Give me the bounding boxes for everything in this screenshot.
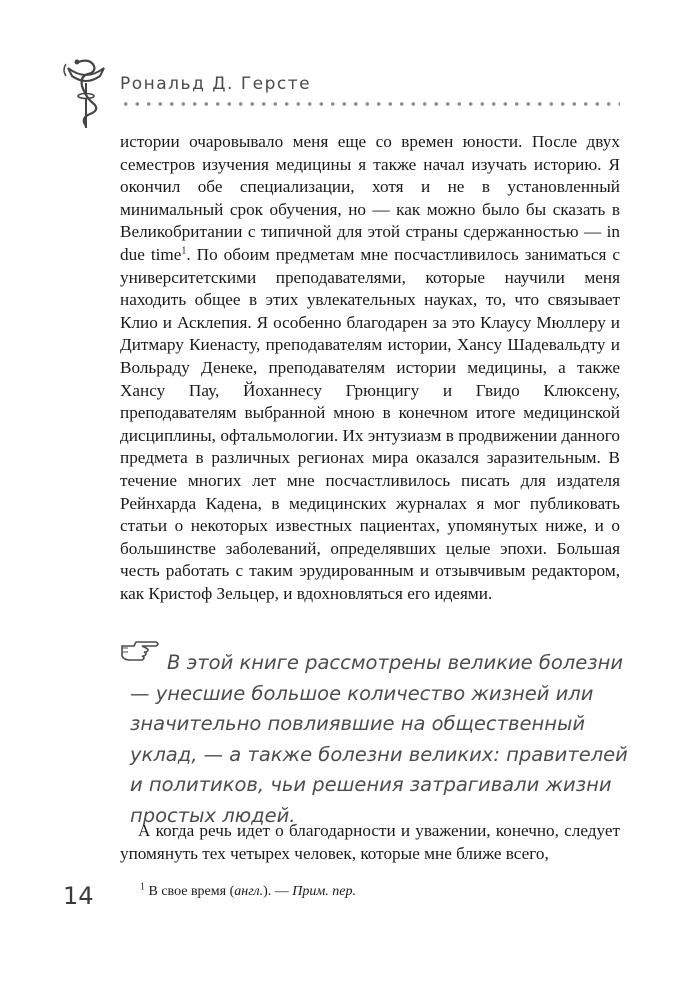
bowl-of-hygieia-icon	[60, 56, 112, 132]
dotted-rule	[120, 100, 620, 108]
footnote-text-2: ). —	[263, 884, 293, 899]
main-text-2	[120, 820, 620, 865]
footnote-text: В свое время (	[145, 884, 235, 899]
paragraph-1: истории очаровывало меня еще со времен юности. После двух семестров изучения медицины я также начал изучать историю. Я окончил обе специализации, хотя и не в установленный минимальный срок обучения, но — как можно было бы сказать в Великобритании с типичной для этой страны сдержанностью — in due time	[120, 132, 620, 264]
pull-quote	[130, 648, 630, 831]
main-text	[120, 131, 620, 605]
footnote-lang: англ.	[234, 884, 264, 899]
footnote	[140, 881, 357, 900]
footnote-note: Прим. пер.	[292, 884, 357, 899]
footnote-ref: 1	[181, 245, 187, 257]
footnote-marker: 1	[140, 881, 145, 893]
page-number: 14	[63, 882, 94, 910]
paragraph-2: А когда речь идет о благодарности и уважении, конечно, следует упомянуть тех четырех человек, которые мне ближе всего,	[120, 821, 620, 863]
paragraph-1-cont: . По обоим предметам мне посчастливилось заниматься с университетскими преподавателями, которые научили меня находить общее в этих увлекательных науках, то, что связывает Клио и Асклепия. Я особенно благодарен за это Клаусу Мюллеру и Дитмару Киенасту, преподавателям истории, Хансу Шадевальдту и Вольраду Денеке, преподавателям истории медицины, а также Хансу Пау, Йоханнесу Грюнцигу и Гвидо Клюксену, преподавателям выбранной мною в конечном итоге медицинской дисциплины, офтальмологии. Их энтузиазм в продвижении данного предмета в различных регионах мира оказался заразительным. В течение многих лет мне посчастливилось писать для издателя Рейнхарда Кадена, в медицинских журналах я мог публиковать статьи о некоторых известных пациентах, упомянутых ниже, и о большинстве заболеваний, определявших целые эпохи. Большая честь работать с таким эрудированным и отзывчивым редактором, как Кристоф Зельцер, и вдохновляться его идеями.	[120, 244, 620, 603]
pull-quote-text: В этой книге рассмотрены великие болезни — унесшие большое количество жизней или значительно повлиявшие на общественный уклад, — а также болезни великих: правителей и политиков, чьи решения затрагивали жизни простых людей.	[130, 651, 628, 827]
running-head: Рональд Д. Герсте	[120, 74, 312, 94]
